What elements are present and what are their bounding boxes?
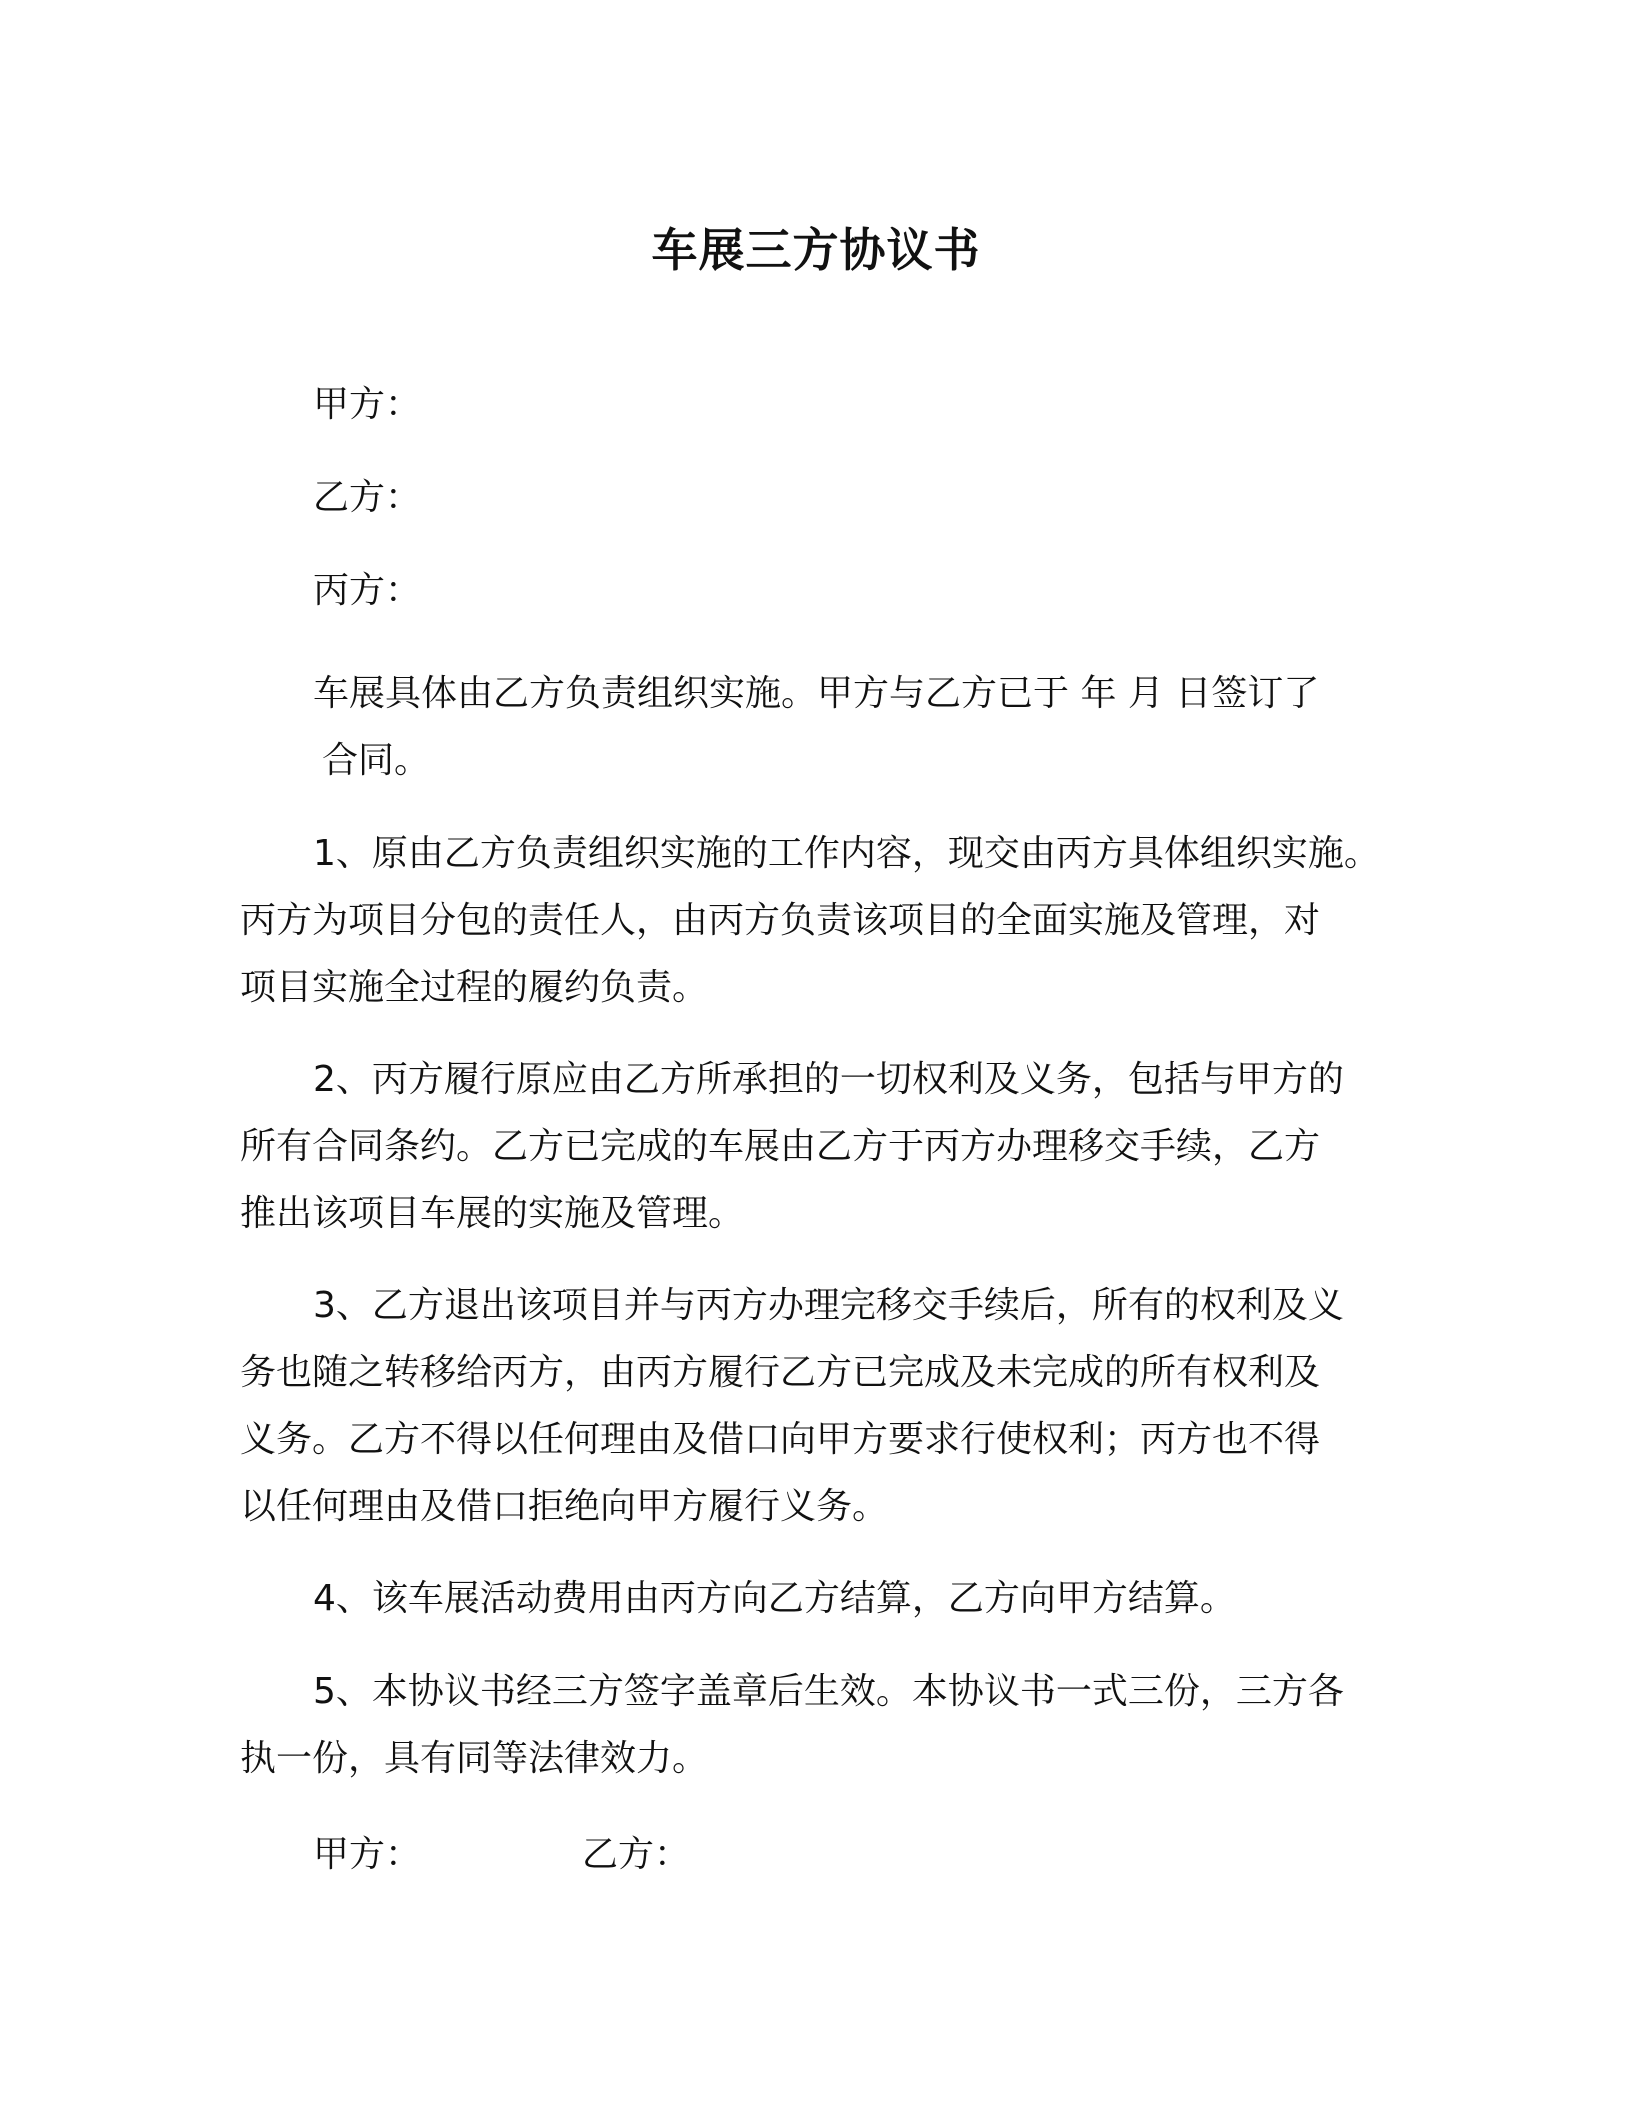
document-title: 车展三方协议书 xyxy=(651,223,981,277)
intro-line-1: 车展具体由乙方负责组织实施。甲方与乙方已于 年 月 日签订了 xyxy=(313,673,1320,714)
intro-line-2: 合同。 xyxy=(322,740,431,781)
clause-1-paragraph xyxy=(240,820,1400,1021)
clause-3-paragraph xyxy=(240,1272,1400,1540)
clause-3-line-3: 义务。乙方不得以任何理由及借口向甲方要求行使权利；丙方也不得 xyxy=(240,1419,1321,1460)
party-b-label: 乙方： xyxy=(313,477,422,518)
clause-2-line-1: 2、丙方履行原应由乙方所承担的一切权利及义务，包括与甲方的 xyxy=(313,1059,1344,1100)
intro-paragraph xyxy=(240,660,1400,794)
clause-4-line-1: 4、该车展活动费用由丙方向乙方结算，乙方向甲方结算。 xyxy=(313,1578,1236,1619)
clause-1-line-2: 丙方为项目分包的责任人，由丙方负责该项目的全面实施及管理，对 xyxy=(240,900,1321,941)
clause-3-line-2: 务也随之转移给丙方，由丙方履行乙方已完成及未完成的所有权利及 xyxy=(240,1352,1321,1393)
clause-2-paragraph xyxy=(240,1046,1400,1247)
clause-1-line-3: 项目实施全过程的履约负责。 xyxy=(240,967,709,1008)
clause-1-line-1: 1、原由乙方负责组织实施的工作内容，现交由丙方具体组织实施。 xyxy=(313,833,1380,874)
signature-party-a-label: 甲方： xyxy=(313,1834,422,1875)
clause-5-paragraph xyxy=(240,1658,1400,1792)
clause-4-paragraph xyxy=(240,1565,1400,1632)
signature-party-b-label: 乙方： xyxy=(582,1834,691,1875)
party-a-label: 甲方： xyxy=(313,384,422,425)
clause-5-line-1: 5、本协议书经三方签字盖章后生效。本协议书一式三份，三方各 xyxy=(313,1671,1344,1712)
party-c-label: 丙方： xyxy=(313,570,422,611)
clause-2-line-3: 推出该项目车展的实施及管理。 xyxy=(240,1193,745,1234)
clause-2-line-2: 所有合同条约。乙方已完成的车展由乙方于丙方办理移交手续，乙方 xyxy=(240,1126,1321,1167)
clause-3-line-1: 3、乙方退出该项目并与丙方办理完移交手续后，所有的权利及义 xyxy=(313,1285,1344,1326)
clause-5-line-2: 执一份，具有同等法律效力。 xyxy=(240,1738,709,1779)
clause-3-line-4: 以任何理由及借口拒绝向甲方履行义务。 xyxy=(240,1486,889,1527)
